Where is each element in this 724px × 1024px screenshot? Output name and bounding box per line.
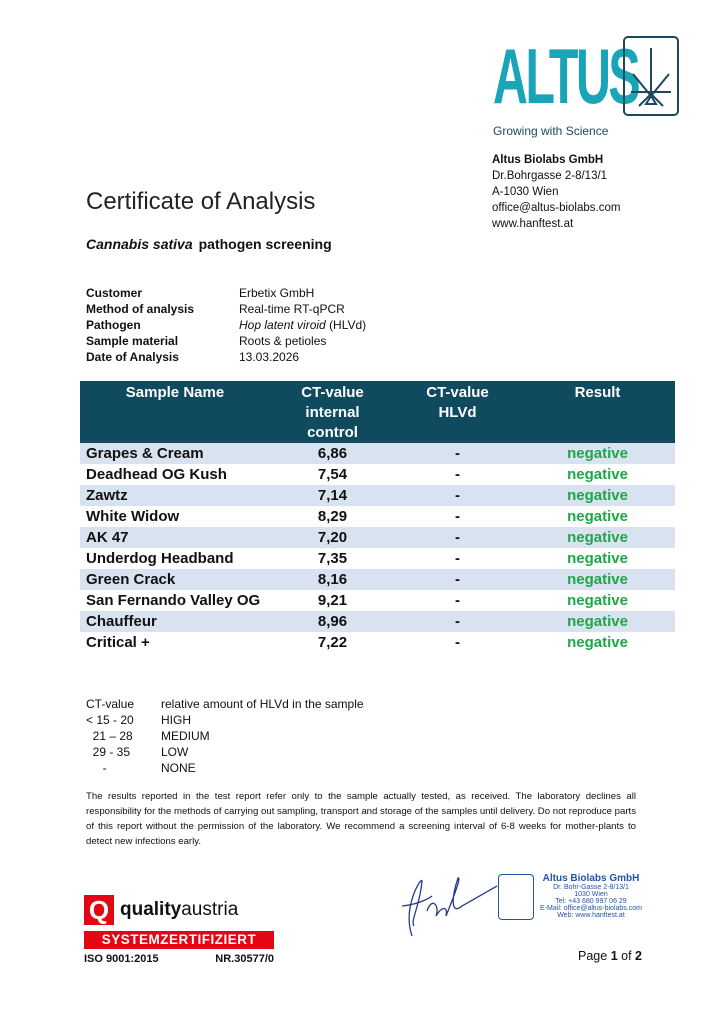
meta-value: Roots & petioles [239,334,327,348]
meta-label: Method of analysis [86,302,195,316]
result: negative [567,550,628,567]
legend-key: 29 - 35 [86,745,131,759]
sample-name: White Widow [86,508,180,525]
legend-value: relative amount of HLVd in the sample [161,697,364,711]
table-row [80,443,675,464]
result: negative [567,634,628,651]
ct-hlvd: - [395,569,520,590]
subtitle-text: pathogen screening [198,236,332,252]
ct-hlvd: - [455,508,460,525]
ct-hlvd: - [455,550,460,567]
ct-hlvd: - [395,485,520,506]
ct-hlvd: - [455,592,460,609]
meta-label: Date of Analysis [86,350,179,364]
stamp-company: Altus Biolabs GmbH [542,873,640,884]
ct-hlvd: - [455,634,460,651]
result: negative [567,508,628,525]
header-ct-hlvd: CT-value HLVd [395,381,520,443]
ct-internal: 8,16 [270,569,395,590]
ct-internal: 7,20 [270,527,395,548]
disclaimer: The results reported in the test report refer only to the sample actually tested, as received. The laboratory declines all responsibility for the methods of carrying out sampling, transport and storage of the samples until delivery. Do not reproduce parts of this report without the permission of the laboratory. We recommend a screening interval of 6-8 weeks for mother-plants to detect new infections early. [86,791,636,847]
results-table [80,381,675,653]
ct-hlvd: - [455,466,460,483]
ct-internal: 7,35 [317,550,348,567]
sample-name: Critical + [86,634,150,651]
result: negative [520,527,675,548]
ct-internal: 8,96 [270,611,395,632]
altus-logo-text: ALTUS [493,32,639,120]
ct-internal: 7,54 [317,466,348,483]
brand-tagline: Growing with Science [493,124,609,138]
ct-internal: 8,29 [317,508,348,525]
signature [392,866,502,951]
table-row [80,548,675,569]
sample-name: Chauffeur [80,611,270,632]
stamp-street: Dr. Bohr-Gasse 2-8/13/1 [553,884,629,891]
ct-hlvd: - [395,611,520,632]
subtitle [86,236,332,252]
quality-austria-certification [84,895,274,965]
qa-brand-a: quality [120,899,182,920]
company-name: Altus Biolabs GmbH [492,154,604,166]
lab-stamp [535,873,647,919]
legend-value: HIGH [161,713,191,727]
iso-standard: ISO 9001:2015 [84,953,159,965]
analysis-metadata [86,285,366,365]
stamp-city: 1030 Wien [574,891,608,898]
table-row [80,464,675,485]
sample-name: AK 47 [80,527,270,548]
lab-address [492,152,620,232]
legend-value: NONE [161,761,196,775]
ct-internal: 9,21 [317,592,348,609]
meta-label: Sample material [86,334,179,348]
ct-internal: 7,22 [317,634,348,651]
city: A-1030 Wien [492,186,559,198]
meta-label: Customer [86,286,143,300]
result: negative [520,611,675,632]
website: www.hanftest.at [492,218,574,230]
result: negative [567,466,628,483]
legend-key: CT-value [86,697,135,711]
email: office@altus-biolabs.com [492,202,621,214]
table-row [80,485,675,506]
sample-name: Green Crack [80,569,270,590]
legend-key: < 15 - 20 [86,713,134,727]
meta-value: Hop latent viroid [239,318,326,332]
sample-name: Underdog Headband [86,550,234,567]
quality-austria-q-icon: Q [84,895,114,925]
result: negative [520,569,675,590]
legend-key: - [86,761,107,775]
sample-name: Grapes & Cream [80,443,270,464]
stamp-leaf-icon [498,874,534,920]
ct-legend [86,696,364,776]
ct-internal: 7,14 [270,485,395,506]
table-row [80,632,675,653]
qa-banner: SYSTEMZERTIFIZIERT [84,931,274,949]
sample-name: San Fernando Valley OG [86,592,261,609]
meta-value: Erbetix GmbH [239,286,315,300]
stamp-tel: Tel: +43 680 997 06 29 [555,898,627,905]
table-row [80,611,675,632]
meta-value: 13.03.2026 [239,350,300,364]
species: Cannabis sativa [86,236,193,252]
header-result: Result [520,381,675,443]
stamp-web: Web: www.hanftest.at [557,912,625,919]
result: negative [520,443,675,464]
meta-value-suffix: (HLVd) [329,318,367,332]
table-row [80,527,675,548]
qa-brand-b: austria [181,899,239,920]
page-number: Page 1 of 2 [578,949,642,963]
ct-internal: 6,86 [270,443,395,464]
sample-name: Deadhead OG Kush [86,466,227,483]
cert-number: NR.30577/0 [215,953,274,965]
ct-hlvd: - [395,443,520,464]
header-ct-internal: CT-value internal control [270,381,395,443]
legend-key: 21 – 28 [86,729,133,743]
legend-value: LOW [161,745,189,759]
result: negative [567,592,628,609]
table-row [80,506,675,527]
meta-label: Pathogen [86,318,141,332]
result: negative [520,485,675,506]
ct-hlvd: - [395,527,520,548]
header-sample-name: Sample Name [80,381,270,443]
table-row [80,590,675,611]
table-row [80,569,675,590]
cannabis-leaf-logo-icon [623,36,679,116]
street: Dr.Bohrgasse 2-8/13/1 [492,170,608,182]
sample-name: Zawtz [80,485,270,506]
stamp-email: E-Mail: office@altus-biolabs.com [540,905,642,912]
page-title: Certificate of Analysis [86,188,316,215]
meta-value: Real-time RT-qPCR [239,302,345,316]
legend-value: MEDIUM [161,729,210,743]
